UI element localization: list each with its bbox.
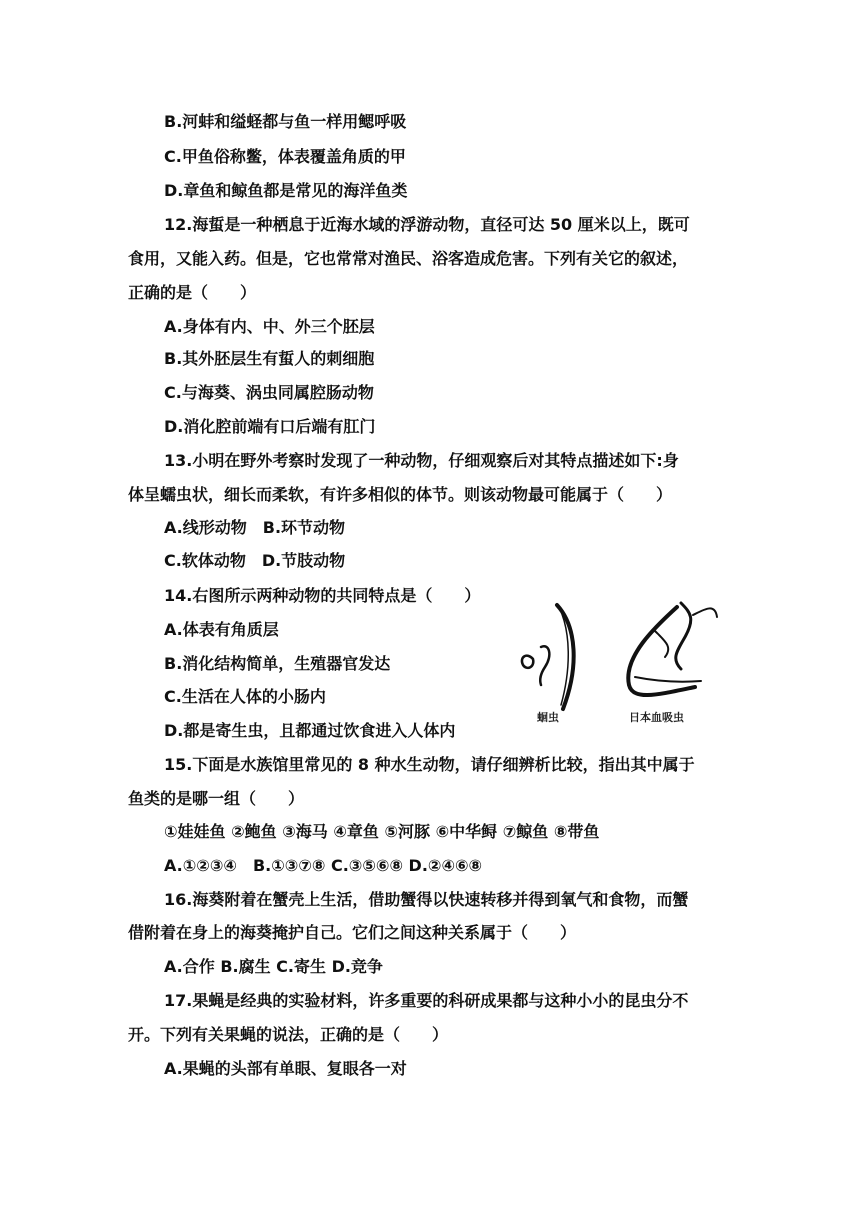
worm-illustrations [505, 597, 731, 727]
q11-option-c: C.甲鱼俗称鳖，体表覆盖角质的甲 [164, 147, 406, 166]
q12-option-c: C.与海葵、涡虫同属腔肠动物 [164, 383, 374, 402]
q16-stem-line-2: 借附着在身上的海葵掩护自己。它们之间这种关系属于（ ） [128, 923, 577, 942]
q17-stem-line-2: 开。下列有关果蝇的说法，正确的是（ ） [128, 1025, 449, 1044]
q15-stem-line-2: 鱼类的是哪一组（ ） [128, 789, 305, 808]
roundworm-caption: 蛔虫 [537, 711, 559, 724]
q11-option-d: D.章鱼和鲸鱼都是常见的海洋鱼类 [164, 181, 408, 200]
schistosoma-drawing [628, 603, 717, 695]
roundworm-drawing [522, 605, 574, 709]
q14-option-d: D.都是寄生虫，且都通过饮食进入人体内 [164, 721, 456, 740]
q14-stem: 14.右图所示两种动物的共同特点是（ ） [164, 586, 481, 605]
q12-option-d: D.消化腔前端有口后端有肛门 [164, 417, 376, 436]
q12-option-b: B.其外胚层生有蜇人的刺细胞 [164, 349, 375, 368]
q14-option-b: B.消化结构简单，生殖器官发达 [164, 654, 391, 673]
q14-option-a: A.体表有角质层 [164, 620, 279, 639]
q16-stem-line-1: 16.海葵附着在蟹壳上生活，借助蟹得以快速转移并得到氧气和食物，而蟹 [164, 890, 689, 909]
q13-stem-line-2: 体呈蠕虫状，细长而柔软，有许多相似的体节。则该动物最可能属于（ ） [128, 485, 673, 504]
q15-animal-list: ①娃娃鱼 ②鲍鱼 ③海马 ④章鱼 ⑤河豚 ⑥中华鲟 ⑦鲸鱼 ⑧带鱼 [164, 822, 600, 841]
q13-stem-line-1: 13.小明在野外考察时发现了一种动物，仔细观察后对其特点描述如下:身 [164, 451, 679, 470]
q12-stem-line-1: 12.海蜇是一种栖息于近海水域的浮游动物，直径可达 50 厘米以上，既可 [164, 215, 690, 234]
q11-option-b: B.河蚌和缢蛏都与鱼一样用鳃呼吸 [164, 112, 407, 131]
q13-options-cd: C.软体动物 D.节肢动物 [164, 551, 346, 570]
q12-stem-line-2: 食用，又能入药。但是，它也常常对渔民、浴客造成危害。下列有关它的叙述， [128, 249, 689, 268]
q14-figure [505, 597, 731, 727]
q16-options: A.合作 B.腐生 C.寄生 D.竞争 [164, 957, 383, 976]
q12-option-a: A.身体有内、中、外三个胚层 [164, 317, 375, 336]
q12-stem-line-3: 正确的是（ ） [128, 283, 257, 302]
schistosoma-caption: 日本血吸虫 [629, 711, 684, 724]
q17-stem-line-1: 17.果蝇是经典的实验材料，许多重要的科研成果都与这种小小的昆虫分不 [164, 991, 689, 1010]
q15-stem-line-1: 15.下面是水族馆里常见的 8 种水生动物，请仔细辨析比较，指出其中属于 [164, 755, 695, 774]
q14-option-c: C.生活在人体的小肠内 [164, 687, 326, 706]
q17-option-a: A.果蝇的头部有单眼、复眼各一对 [164, 1059, 407, 1078]
q15-options: A.①②③④ B.①③⑦⑧ C.③⑤⑥⑧ D.②④⑥⑧ [164, 856, 483, 875]
q13-options-ab: A.线形动物 B.环节动物 [164, 518, 346, 537]
